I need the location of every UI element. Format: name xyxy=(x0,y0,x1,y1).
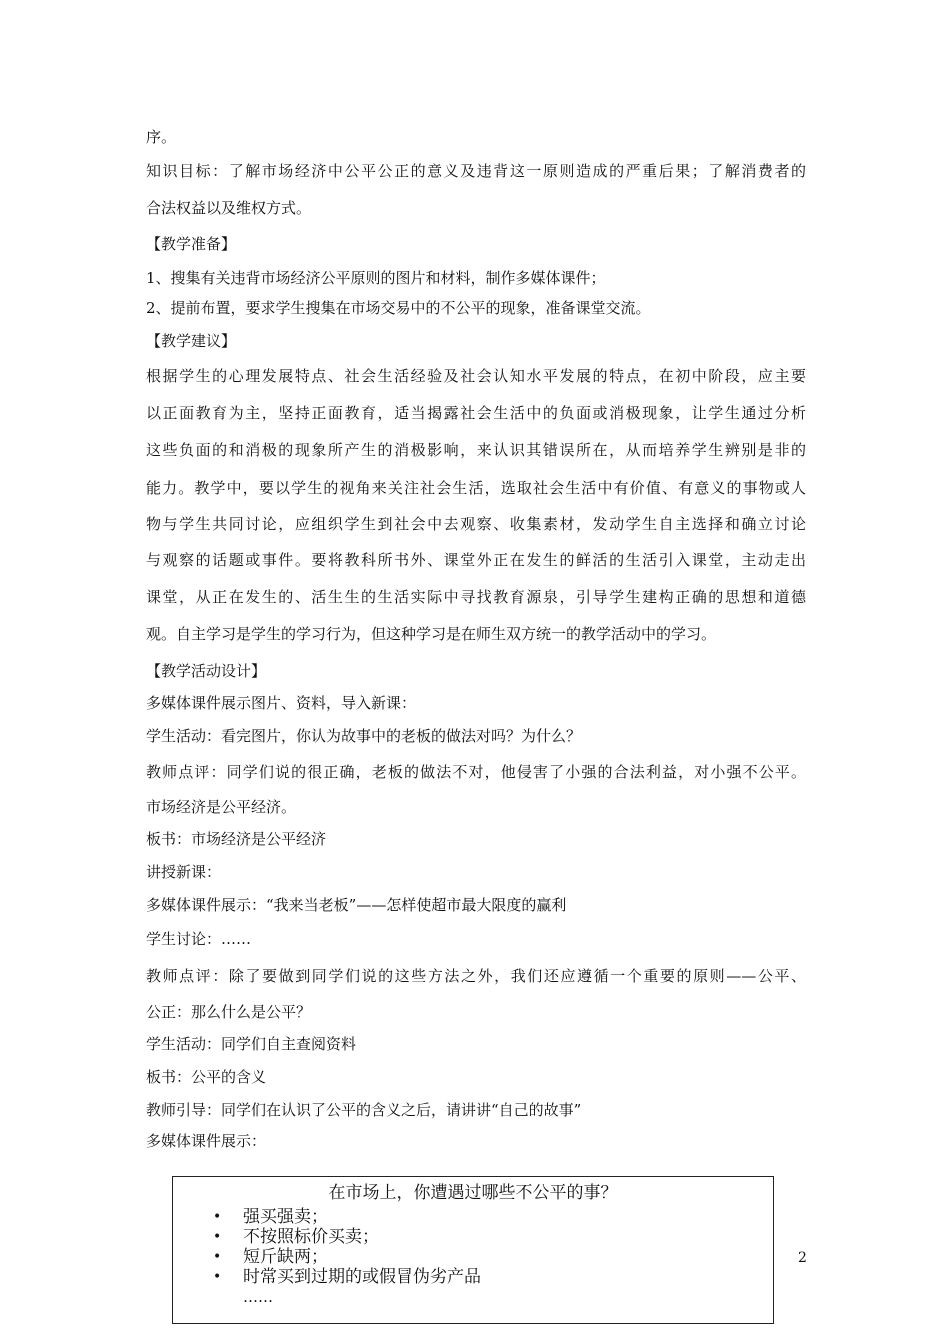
text-line: 与观察的话题或事件。要将教科所书外、课堂外正在发生的鲜活的生活引入课堂，主动走出 xyxy=(146,551,806,569)
text-line: 物与学生共同讨论，应组织学生到社会中去观察、收集素材，发动学生自主选择和确立讨论 xyxy=(146,515,806,533)
text-line: 多媒体课件展示： xyxy=(146,1132,267,1150)
text-line: 教师点评：除了要做到同学们说的这些方法之外，我们还应遵循一个重要的原则——公平、 xyxy=(146,967,806,985)
text-line: 多媒体课件展示图片、资料，导入新课： xyxy=(146,694,417,712)
text-line: 观。自主学习是学生的学习行为，但这种学习是在师生双方统一的教学活动中的学习。 xyxy=(146,625,717,643)
text-line: 教师引导：同学们在认识了公平的含义之后，请讲讲“自己的故事” xyxy=(146,1101,582,1119)
text-line: 能力。教学中，要以学生的视角来关注社会生活，选取社会生活中有价值、有意义的事物或人 xyxy=(146,479,806,497)
text-line: 【教学活动设计】 xyxy=(146,662,267,680)
text-line: 以正面教育为主，坚持正面教育，适当揭露社会生活中的负面或消极现象，让学生通过分析 xyxy=(146,404,806,422)
text-line: 知识目标：了解市场经济中公平公正的意义及违背这一原则造成的严重后果；了解消费者的 xyxy=(146,162,806,180)
bullet-icon: • xyxy=(213,1229,222,1245)
list-item-text: 强买强卖； xyxy=(243,1207,328,1227)
text-line: 多媒体课件展示：“我来当老板”——怎样使超市最大限度的赢利 xyxy=(146,896,567,914)
text-line: 课堂，从正在发生的、活生生的生活实际中寻找教育源泉，引导学生建构正确的思想和道德 xyxy=(146,588,806,606)
text-line: 1、搜集有关违背市场经济公平原则的图片和材料，制作多媒体课件； xyxy=(146,269,606,287)
text-line: 公正：那么什么是公平？ xyxy=(146,1003,312,1021)
text-line: 学生活动：同学们自主查阅资料 xyxy=(146,1035,357,1053)
slide-box-list xyxy=(213,1207,481,1287)
bullet-icon: • xyxy=(213,1269,222,1285)
text-line: 【教学准备】 xyxy=(146,235,237,253)
text-line: 序。 xyxy=(146,128,177,146)
text-line: 讲授新课： xyxy=(146,863,222,881)
text-line: 【教学建议】 xyxy=(146,332,237,350)
text-line: 板书：市场经济是公平经济 xyxy=(146,830,327,848)
text-line: 根据学生的心理发展特点、社会生活经验及社会认知水平发展的特点，在初中阶段，应主要 xyxy=(146,367,806,385)
list-item xyxy=(213,1207,481,1227)
text-line: 市场经济是公平经济。 xyxy=(146,798,297,816)
list-item-text: 不按照标价买卖； xyxy=(243,1227,379,1247)
bullet-icon: • xyxy=(213,1209,222,1225)
text-line: 2、提前布置，要求学生搜集在市场交易中的不公平的现象，准备课堂交流。 xyxy=(146,299,651,317)
list-item-text: 短斤缺两； xyxy=(243,1247,328,1267)
text-line: 板书：公平的含义 xyxy=(146,1068,267,1086)
slide-box-ellipsis: …… xyxy=(243,1288,273,1306)
page-number: 2 xyxy=(798,1250,807,1266)
slide-box-title: 在市场上，你遭遇过哪些不公平的事？ xyxy=(328,1183,618,1203)
text-line: 学生讨论：…… xyxy=(146,930,252,948)
text-line: 这些负面的和消极的现象所产生的消极影响，来认识其错误所在，从而培养学生辨别是非的 xyxy=(146,441,806,459)
list-item-text: 时常买到过期的或假冒伪劣产品 xyxy=(243,1267,481,1287)
text-line: 学生活动：看完图片，你认为故事中的老板的做法对吗？为什么？ xyxy=(146,727,582,745)
text-line: 合法权益以及维权方式。 xyxy=(146,199,312,217)
list-item xyxy=(213,1227,481,1247)
list-item xyxy=(213,1267,481,1287)
text-line: 教师点评：同学们说的很正确，老板的做法不对，他侵害了小强的合法利益，对小强不公平。 xyxy=(146,763,806,781)
slide-box xyxy=(172,1176,774,1324)
list-item xyxy=(213,1247,481,1267)
bullet-icon: • xyxy=(213,1249,222,1265)
